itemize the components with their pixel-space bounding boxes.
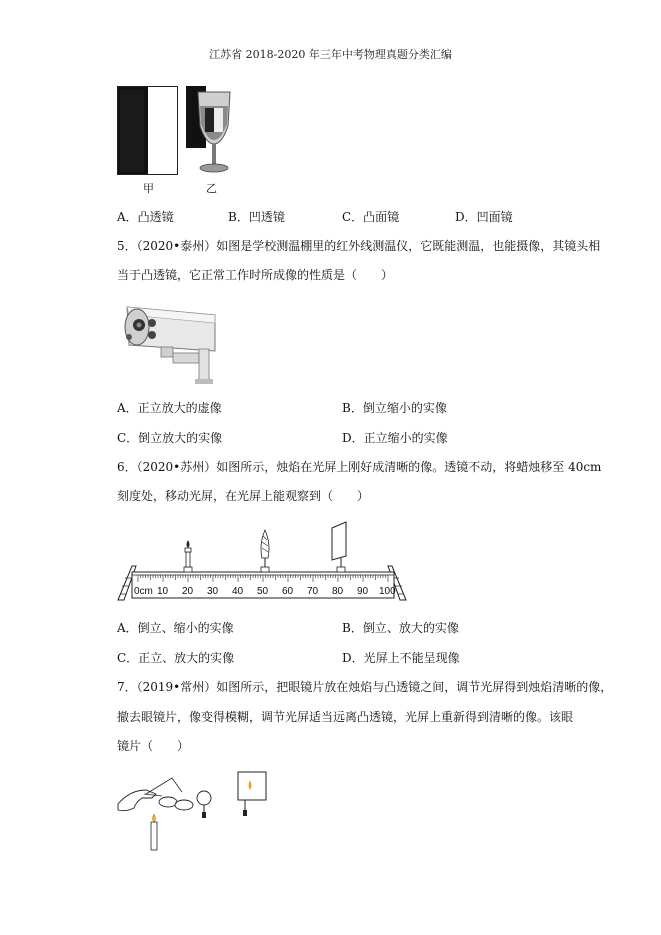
ruler-label: 80 bbox=[332, 586, 344, 597]
figure-infrared-camera-photo bbox=[117, 293, 223, 386]
q6-option-c[interactable]: C．正立、放大的实像 bbox=[117, 651, 235, 665]
ruler-label: 0cm bbox=[134, 586, 153, 597]
q4-option-b[interactable]: B．凹透镜 bbox=[228, 210, 285, 224]
ruler-label: 70 bbox=[307, 586, 319, 597]
q6-option-a[interactable]: A．倒立、缩小的实像 bbox=[117, 621, 234, 635]
ruler-label: 50 bbox=[257, 586, 269, 597]
page-header: 江苏省 2018-2020 年三年中考物理真题分类汇编 bbox=[209, 48, 452, 61]
ruler-label: 20 bbox=[182, 586, 194, 597]
q5-stem-line2: 当于凸透镜，它正常工作时所成像的性质是（ ） bbox=[117, 268, 394, 282]
figure-jia-label: 甲 bbox=[143, 182, 154, 195]
q6-stem-line1: 6．（2020•苏州）如图所示，烛焰在光屏上刚好成清晰的像。透镜不动，将蜡烛移至 40cm bbox=[117, 460, 602, 474]
q4-option-c[interactable]: C．凸面镜 bbox=[342, 210, 400, 224]
q5-option-b[interactable]: B．倒立缩小的实像 bbox=[342, 401, 447, 415]
ruler-label: 100 bbox=[379, 586, 396, 597]
ruler-label: 40 bbox=[232, 586, 244, 597]
figure-yi-glass-photo bbox=[186, 86, 242, 176]
q5-option-a[interactable]: A．正立放大的虚像 bbox=[117, 401, 222, 415]
figure-eyeglass-lens-setup bbox=[116, 768, 276, 852]
q6-stem-line2: 刻度处，移动光屏，在光屏上能观察到（ ） bbox=[117, 489, 370, 503]
q5-option-c[interactable]: C．倒立放大的实像 bbox=[117, 431, 223, 445]
ruler-label: 30 bbox=[207, 586, 219, 597]
q6-option-d[interactable]: D．光屏上不能呈现像 bbox=[342, 651, 460, 665]
ruler-label: 10 bbox=[157, 586, 169, 597]
q5-stem-line1: 5．（2020•泰州）如图是学校测温棚里的红外线测温仪，它既能测温，也能摄像，其镜头相 bbox=[117, 239, 601, 253]
figure-jia-card bbox=[117, 86, 179, 176]
figure-yi-label: 乙 bbox=[206, 182, 217, 195]
q5-option-d[interactable]: D．正立缩小的实像 bbox=[342, 431, 448, 445]
q7-stem-line1: 7．（2019•常州）如图所示，把眼镜片放在烛焰与凸透镜之间，调节光屏得到烛焰清晰的像， bbox=[117, 680, 613, 694]
q6-option-b[interactable]: B．倒立、放大的实像 bbox=[342, 621, 459, 635]
q7-stem-line2: 撤去眼镜片，像变得模糊，调节光屏适当远离凸透镜，光屏上重新得到清晰的像。该眼 bbox=[117, 710, 574, 724]
q4-option-d[interactable]: D．凹面镜 bbox=[455, 210, 513, 224]
ruler-label: 90 bbox=[357, 586, 369, 597]
q7-stem-line3: 镜片（ ） bbox=[117, 739, 190, 753]
q4-option-a[interactable]: A．凸透镜 bbox=[117, 210, 174, 224]
ruler-label: 60 bbox=[282, 586, 294, 597]
